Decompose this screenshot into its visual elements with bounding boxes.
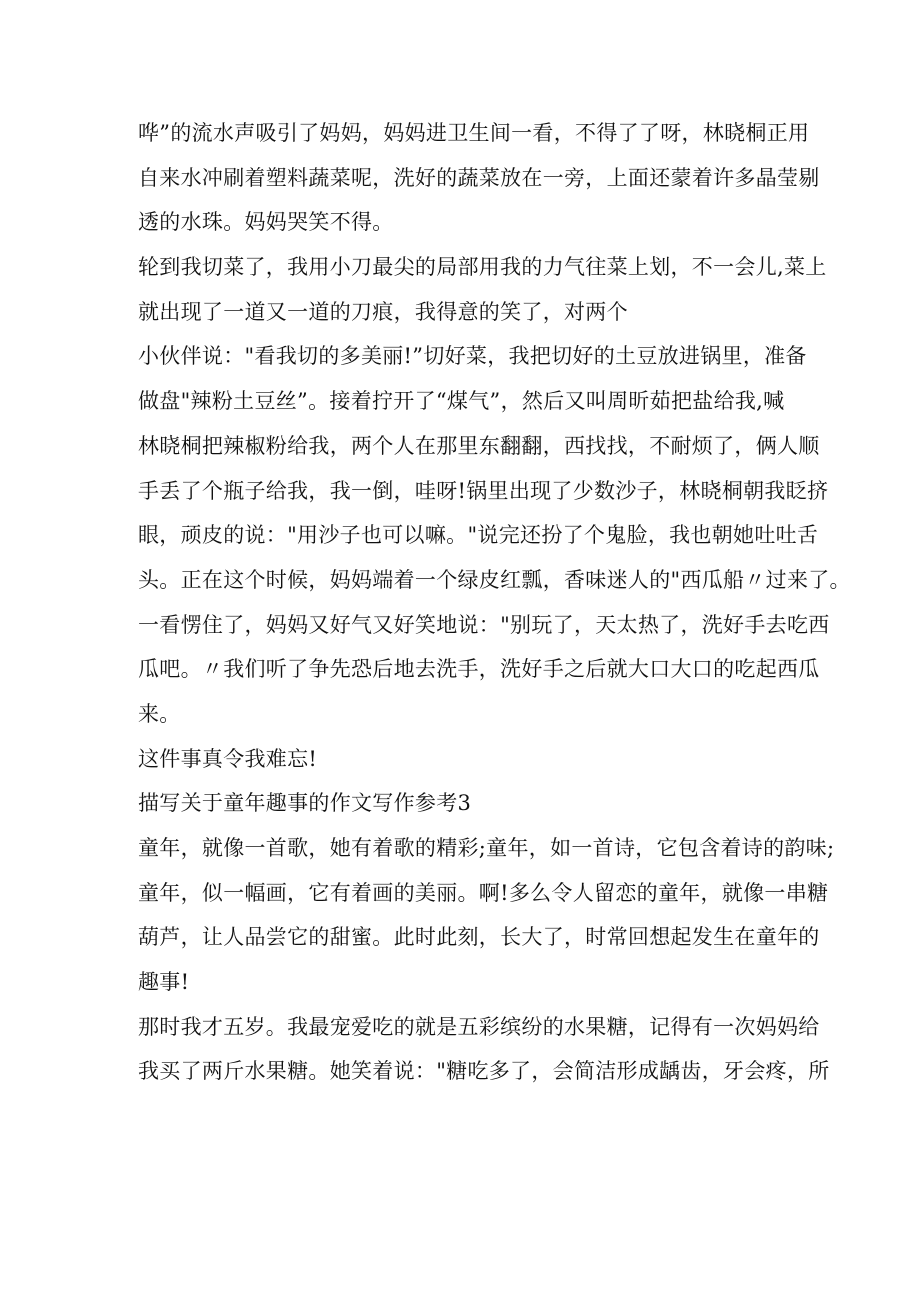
text-line: 林晓桐把辣椒粉给我，两个人在那里东翻翻，西找找，不耐烦了，俩人顺: [138, 433, 820, 458]
text-line: 瓜吧。〃我们听了争先恐后地去洗手，洗好手之后就大口大口的吃起西瓜: [138, 657, 820, 682]
text-line: 头。正在这个时候，妈妈端着一个绿皮红瓢，香味迷人的"西瓜船〃过来了。: [138, 567, 851, 592]
text-line: 就出现了一道又一道的刀痕，我得意的笑了，对两个: [138, 299, 628, 324]
text-line: 童年，就像一首歌，她有着歌的精彩;童年，如一首诗，它包含着诗的韵味;: [138, 836, 835, 860]
section-heading: 描写关于童年趣事的作文写作参考3: [138, 791, 472, 816]
text-line: 轮到我切菜了，我用小刀最尖的局部用我的力气往菜上划，不一会儿,菜上: [138, 255, 827, 280]
text-line: 做盘"辣粉土豆丝”。接着拧开了“煤气”，然后又叫周昕茹把盐给我,喊: [138, 389, 785, 414]
text-line: 那时我才五岁。我最宠爱吃的就是五彩缤纷的水果糖，记得有一次妈妈给: [138, 1014, 820, 1039]
text-line: 透的水珠。妈妈哭笑不得。: [138, 210, 394, 235]
text-line: 我买了两斤水果糖。她笑着说："糖吃多了，会简洁形成龋齿，牙会疼，所: [138, 1059, 830, 1084]
text-line: 自来水冲刷着塑料蔬菜呢，洗好的蔬菜放在一旁，上面还蒙着许多晶莹剔: [138, 165, 820, 190]
text-line: 眼，顽皮的说："用沙子也可以嘛。"说完还扮了个鬼脸，我也朝她吐吐舌: [138, 523, 819, 548]
text-line: 哗”的流水声吸引了妈妈，妈妈进卫生间一看，不得了了呀，林晓桐正用: [138, 121, 810, 145]
text-line: 一看愣住了，妈妈又好气又好笑地说："别玩了，天太热了，洗好手去吃西: [138, 612, 830, 637]
text-line: 来。: [138, 701, 181, 726]
text-line: 小伙伴说："看我切的多美丽!”切好菜，我把切好的土豆放进锅里，准备: [138, 344, 807, 369]
text-line: 趣事!: [138, 970, 190, 995]
text-line: 童年，似一幅画，它有着画的美丽。啊!多么令人留恋的童年，就像一串糖: [138, 880, 829, 905]
text-line: 葫芦，让人品尝它的甜蜜。此时此刻，长大了，时常回想起发生在童年的: [138, 925, 820, 950]
text-line: 这件事真令我难忘!: [138, 746, 318, 771]
text-line: 手丢了个瓶子给我，我一倒，哇呀!锅里出现了少数沙子，林晓桐朝我眨挤: [138, 478, 829, 503]
